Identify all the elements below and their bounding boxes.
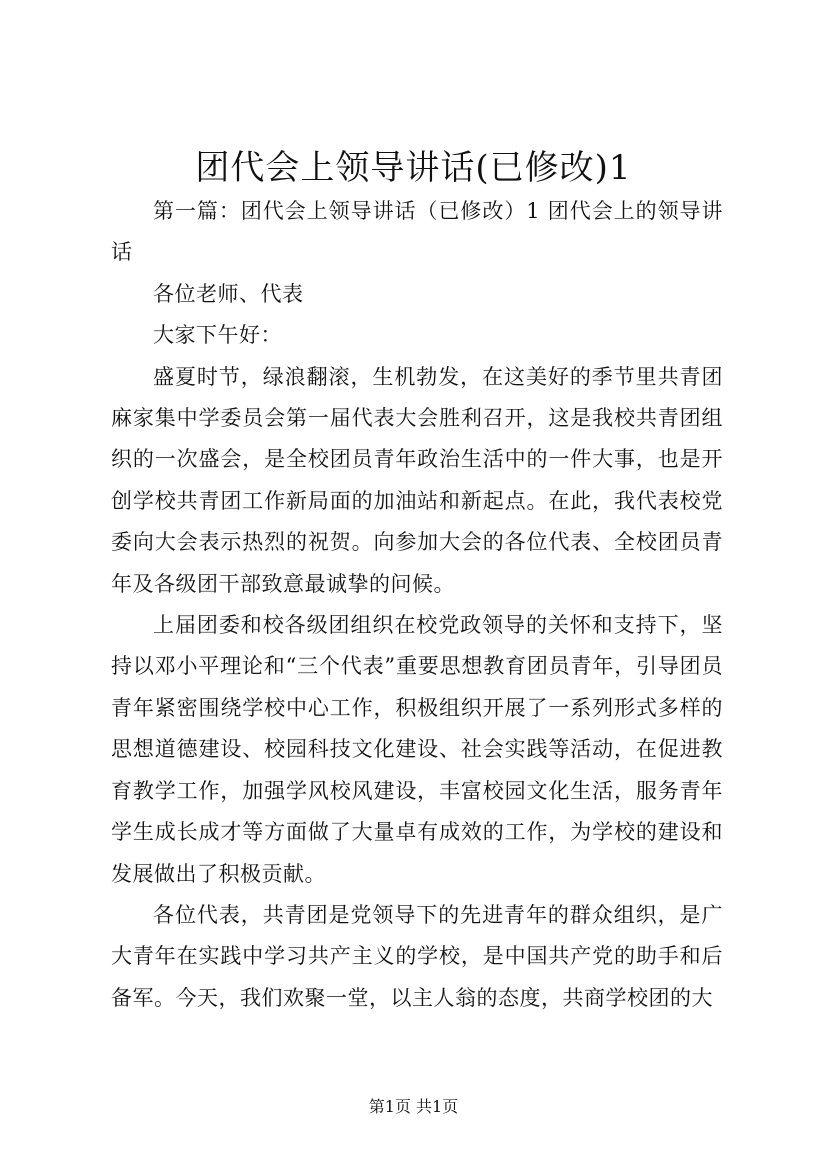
page-number-footer: 第1页 共1页 bbox=[368, 1097, 459, 1116]
document-body bbox=[111, 191, 723, 1019]
paragraph-league-role: 各位代表，共青团是党领导下的先进青年的群众组织，是广大青年在实践中学习共产主义的学校，是中国共产党的助手和后备军。今天，我们欢聚一堂，以主人翁的态度，共商学校团的大 bbox=[111, 902, 723, 1010]
paragraph-heading: 第一篇：团代会上领导讲话（已修改）1 团代会上的领导讲话 bbox=[111, 199, 723, 265]
document-title: 团代会上领导讲话(已修改)1 bbox=[195, 148, 632, 188]
paragraph-opening: 盛夏时节，绿浪翻滚，生机勃发，在这美好的季节里共青团麻家集中学委员会第一届代表大会胜利召开，这是我校共青团组织的一次盛会，是全校团员青年政治生活中的一件大事，也是开创学校共青团工作新局面的加油站和新起点。在此，我代表校党委向大会表示热烈的祝贺。向参加大会的各位代表、全校团员青年及各级团干部致意最诚挚的问候。 bbox=[111, 364, 723, 596]
paragraph-greeting: 大家下午好： bbox=[153, 323, 282, 348]
paragraph-salutation: 各位老师、代表 bbox=[153, 281, 304, 306]
paragraph-achievements: 上届团委和校各级团组织在校党政领导的关怀和支持下，坚持以邓小平理论和“三个代表”重要思想教育团员青年，引导团员青年紧密围绕学校中心工作，积极组织开展了一系列形式多样的思想道德建设、校园科技文化建设、社会实践等活动，在促进教育教学工作，加强学风校风建设，丰富校园文化生活，服务青年学生成长成才等方面做了大量卓有成效的工作，为学校的建设和发展做出了积极贡献。 bbox=[111, 613, 723, 886]
